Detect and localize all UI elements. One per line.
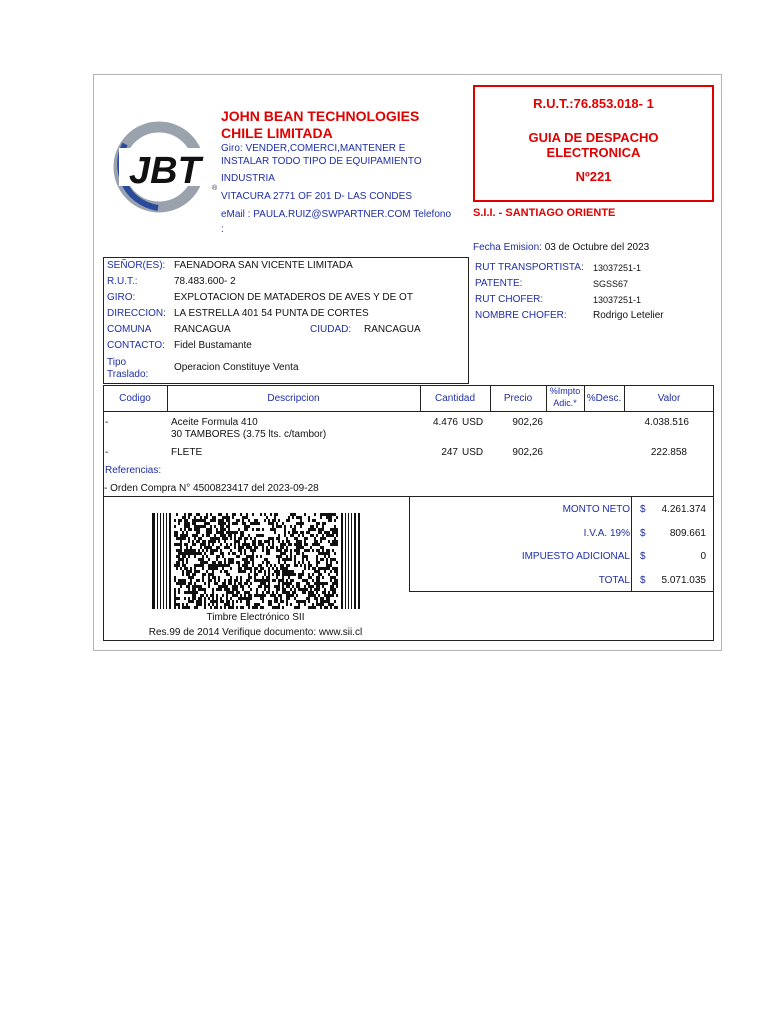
- timbre-line1: Timbre Electrónico SII: [206, 612, 305, 623]
- row1-unit: USD: [462, 417, 484, 428]
- row1-cantidad: 4.476: [432, 417, 458, 428]
- header-desc: %Desc.: [586, 393, 622, 404]
- header-valor: Valor: [657, 393, 681, 404]
- senor-value: FAENADORA SAN VICENTE LIMITADA: [174, 260, 353, 271]
- issuer-rut: R.U.T.:76.853.018- 1: [533, 96, 654, 111]
- row1-desc-line1: Aceite Formula 410: [171, 417, 258, 428]
- transport-chofer-rut-value: 13037251-1: [593, 295, 642, 305]
- table-header-divider: [103, 411, 714, 412]
- senor-label: SEÑOR(ES):: [107, 260, 166, 271]
- client-comuna-label: COMUNA: [107, 324, 152, 335]
- neto-currency: $: [640, 504, 646, 515]
- company-name-line1: JOHN BEAN TECHNOLOGIES: [221, 108, 420, 124]
- company-phone: :: [221, 224, 224, 235]
- header-descripcion: Descripcion: [267, 393, 320, 404]
- issue-date-label: Fecha Emision:: [473, 242, 542, 253]
- iva-currency: $: [640, 528, 646, 539]
- row1-codigo: -: [105, 417, 109, 428]
- client-tipo-value: Operacion Constituye Venta: [174, 362, 299, 373]
- transport-chofer-name-label: NOMBRE CHOFER:: [475, 310, 567, 321]
- transport-rut-value: 13037251-1: [593, 263, 642, 273]
- adicional-label: IMPUESTO ADICIONAL: [521, 551, 630, 562]
- row1-valor: 4.038.516: [644, 417, 689, 428]
- client-ciudad-value: RANCAGUA: [364, 324, 421, 335]
- client-giro-value: EXPLOTACION DE MATADEROS DE AVES Y DE OT: [174, 292, 413, 303]
- company-giro-line2: INSTALAR TODO TIPO DE EQUIPAMIENTO: [221, 156, 422, 167]
- company-giro-line1: Giro: VENDER,COMERCI,MANTENER E: [221, 143, 406, 154]
- iva-label: I.V.A. 19%: [583, 528, 630, 539]
- client-direccion-value: LA ESTRELLA 401 54 PUNTA DE CORTES: [174, 308, 369, 319]
- transport-patente-label: PATENTE:: [475, 278, 523, 289]
- totals-divider: [631, 496, 632, 592]
- header-cantidad: Cantidad: [434, 393, 476, 404]
- transport-rut-label: RUT TRANSPORTISTA:: [475, 262, 584, 273]
- svg-text:®: ®: [212, 185, 218, 192]
- transport-patente-value: SGSS67: [593, 279, 629, 289]
- row2-desc-line1: FLETE: [171, 447, 203, 458]
- document-type-line2: ELECTRONICA: [546, 145, 641, 160]
- total-label: TOTAL: [598, 575, 630, 586]
- adicional-value: 0: [700, 551, 706, 562]
- company-email: eMail : PAULA.RUIZ@SWPARTNER.COM Telefono: [221, 209, 452, 220]
- timbre-barcode: [152, 513, 360, 609]
- timbre-line2: Res.99 de 2014 Verifique documento: www.sii.cl: [148, 627, 363, 638]
- client-giro-label: GIRO:: [107, 292, 136, 303]
- neto-value: 4.261.374: [661, 504, 706, 515]
- transport-chofer-name-value: Rodrigo Letelier: [593, 310, 664, 321]
- header-impto-line2: Adic.*: [553, 398, 577, 408]
- transport-chofer-rut-label: RUT CHOFER:: [475, 294, 544, 305]
- company-giro-line3: INDUSTRIA: [221, 173, 275, 184]
- client-contacto-value: Fidel Bustamante: [174, 340, 252, 351]
- issue-date-value: 03 de Octubre del 2023: [544, 242, 650, 253]
- row2-codigo: -: [105, 447, 109, 458]
- row1-precio: 902,26: [512, 417, 543, 428]
- row2-precio: 902,26: [512, 447, 543, 458]
- header-codigo: Codigo: [119, 393, 151, 404]
- sii-office: S.I.I. - SANTIAGO ORIENTE: [473, 207, 616, 219]
- referencia-orden-compra: - Orden Compra N° 4500823417 del 2023-09-28: [104, 483, 319, 494]
- total-value: 5.071.035: [661, 575, 706, 586]
- iva-value: 809.661: [669, 528, 706, 539]
- svg-text:JBT: JBT: [129, 150, 201, 192]
- header-impto-line1: %Impto: [549, 386, 581, 396]
- total-currency: $: [640, 575, 646, 586]
- client-tipo-label2: Traslado:: [107, 369, 149, 380]
- company-address: VITACURA 2771 OF 201 D- LAS CONDES: [221, 191, 412, 202]
- adicional-currency: $: [640, 551, 646, 562]
- client-direccion-label: DIRECCION:: [107, 308, 166, 319]
- jbt-logo: [103, 112, 221, 230]
- client-contacto-label: CONTACTO:: [107, 340, 165, 351]
- document-id-box: [473, 85, 714, 202]
- issue-date: [473, 242, 649, 253]
- client-ciudad-label: CIUDAD:: [310, 324, 352, 335]
- row2-cantidad: 247: [441, 447, 458, 458]
- row1-desc-line2: 30 TAMBORES (3.75 lts. c/tambor): [171, 429, 327, 440]
- company-name-line2: CHILE LIMITADA: [221, 125, 333, 141]
- document-type-line1: GUIA DE DESPACHO: [528, 130, 659, 145]
- row2-valor: 222.858: [650, 447, 687, 458]
- client-rut-value: 78.483.600- 2: [174, 276, 236, 287]
- row2-unit: USD: [462, 447, 484, 458]
- document-number: Nº221: [575, 169, 612, 184]
- referencias-label: Referencias:: [105, 465, 162, 476]
- neto-label: MONTO NETO: [562, 504, 630, 515]
- client-rut-label: R.U.T.:: [107, 276, 138, 287]
- header-precio: Precio: [503, 393, 533, 404]
- client-comuna-value: RANCAGUA: [174, 324, 231, 335]
- client-tipo-label1: Tipo: [107, 357, 127, 368]
